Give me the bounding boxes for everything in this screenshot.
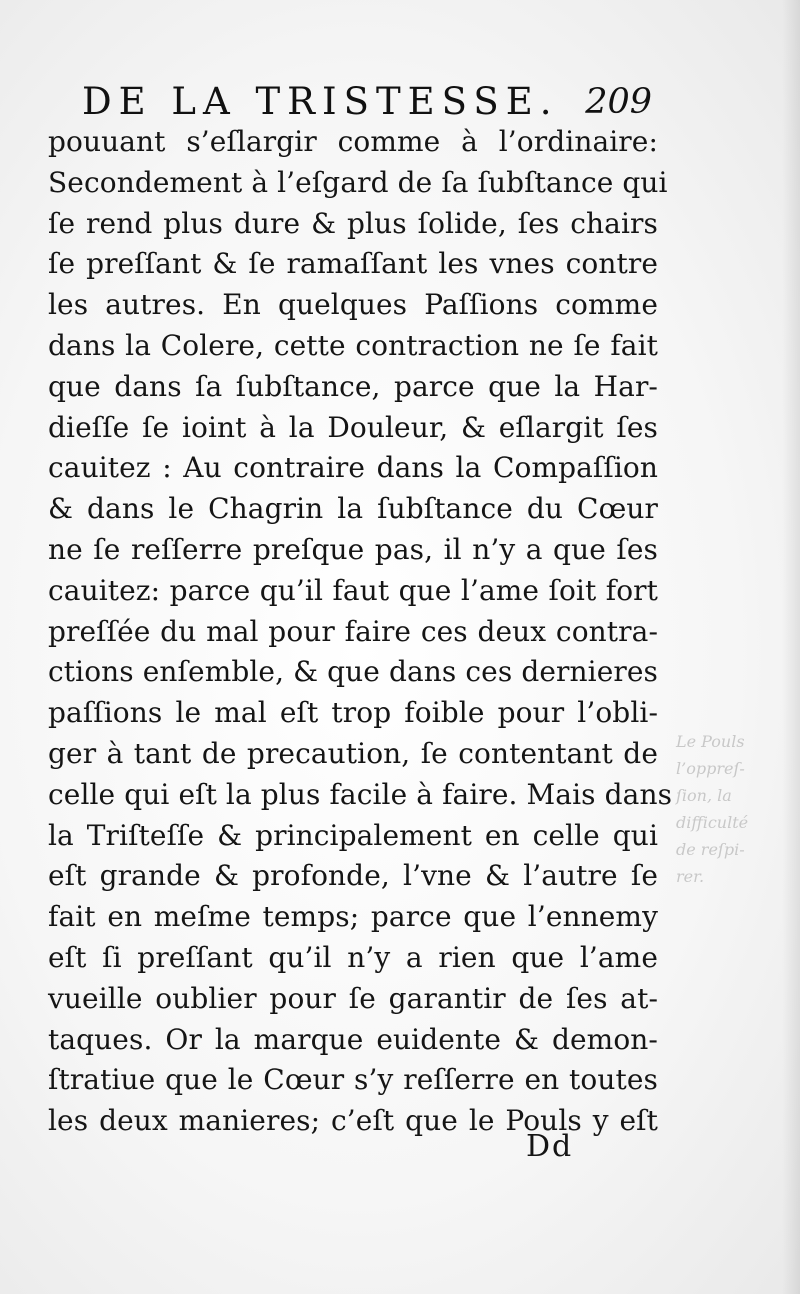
- running-head: [82, 78, 652, 128]
- text-line: paſſions le mal eſt trop foible pour l’obli-: [48, 696, 658, 730]
- text-line: ſtratiue que le Cœur s’y reſſerre en toutes: [48, 1063, 658, 1097]
- text-line: ctions enſemble, & que dans ces dernieres: [48, 655, 658, 689]
- text-line: eſt ſi preſſant qu’il n’y a rien que l’ame: [48, 940, 658, 974]
- text-line: eſt grande & profonde, l’vne & l’autre ſe: [48, 859, 658, 893]
- text-line: ne ſe reſſerre preſque pas, il n’y a que ſes: [48, 532, 658, 566]
- text-line: fait en meſme temps; parce que l’ennemy: [48, 900, 658, 934]
- text-line: ſe preſſant & ſe ramaſſant les vnes contre: [48, 247, 658, 281]
- text-line: dieſſe ſe ioint à la Douleur, & eſlargit ſes: [48, 410, 658, 444]
- running-head-title: DE LA TRISTESSE.: [82, 80, 559, 123]
- page-number: 209: [585, 82, 652, 122]
- page-edge-shadow: [782, 0, 800, 1294]
- text-line: preſſée du mal pour faire ces deux contra-: [48, 614, 658, 648]
- text-line: & dans le Chagrin la ſubſtance du Cœur: [48, 492, 658, 526]
- text-line: les autres. En quelques Paſſions comme: [48, 288, 658, 322]
- text-line: vueille oublier pour ſe garantir de ſes at-: [48, 981, 658, 1015]
- margin-note-line: l’oppreſ-: [676, 759, 745, 778]
- margin-note-line: ſion, la: [676, 786, 732, 805]
- margin-note-line: rer.: [676, 867, 705, 886]
- text-line: Secondement à l’eſgard de ſa ſubſtance qui: [48, 165, 668, 199]
- margin-note-bleed-through: [676, 728, 786, 890]
- signature-mark: Dd: [526, 1129, 574, 1164]
- text-line: que dans ſa ſubſtance, parce que la Har-: [48, 369, 658, 403]
- text-line: la Triſteſſe & principalement en celle qui: [48, 818, 658, 852]
- text-line: cauitez : Au contraire dans la Compaſſion: [48, 451, 658, 485]
- text-line: taques. Or la marque euidente & demon-: [48, 1022, 658, 1056]
- text-line: dans la Colere, cette contraction ne ſe fait: [48, 328, 658, 362]
- text-line: ger à tant de precaution, ſe contentant de: [48, 736, 658, 770]
- body-text: [48, 122, 673, 1142]
- text-line: pouuant s’eſlargir comme à l’ordinaire:: [48, 125, 658, 158]
- text-line: ſe rend plus dure & plus ſolide, ſes chairs: [48, 206, 658, 240]
- margin-note-line: de reſpi-: [676, 840, 745, 859]
- text-line: cauitez: parce qu’il faut que l’ame ſoit fort: [48, 573, 658, 607]
- text-line: celle qui eſt la plus facile à faire. Mais dans: [48, 777, 673, 811]
- margin-note-line: difficulté: [676, 813, 749, 832]
- text-line: les deux manieres; c’eſt que le Pouls y eſt: [48, 1104, 658, 1138]
- margin-note-line: Le Pouls: [676, 732, 745, 751]
